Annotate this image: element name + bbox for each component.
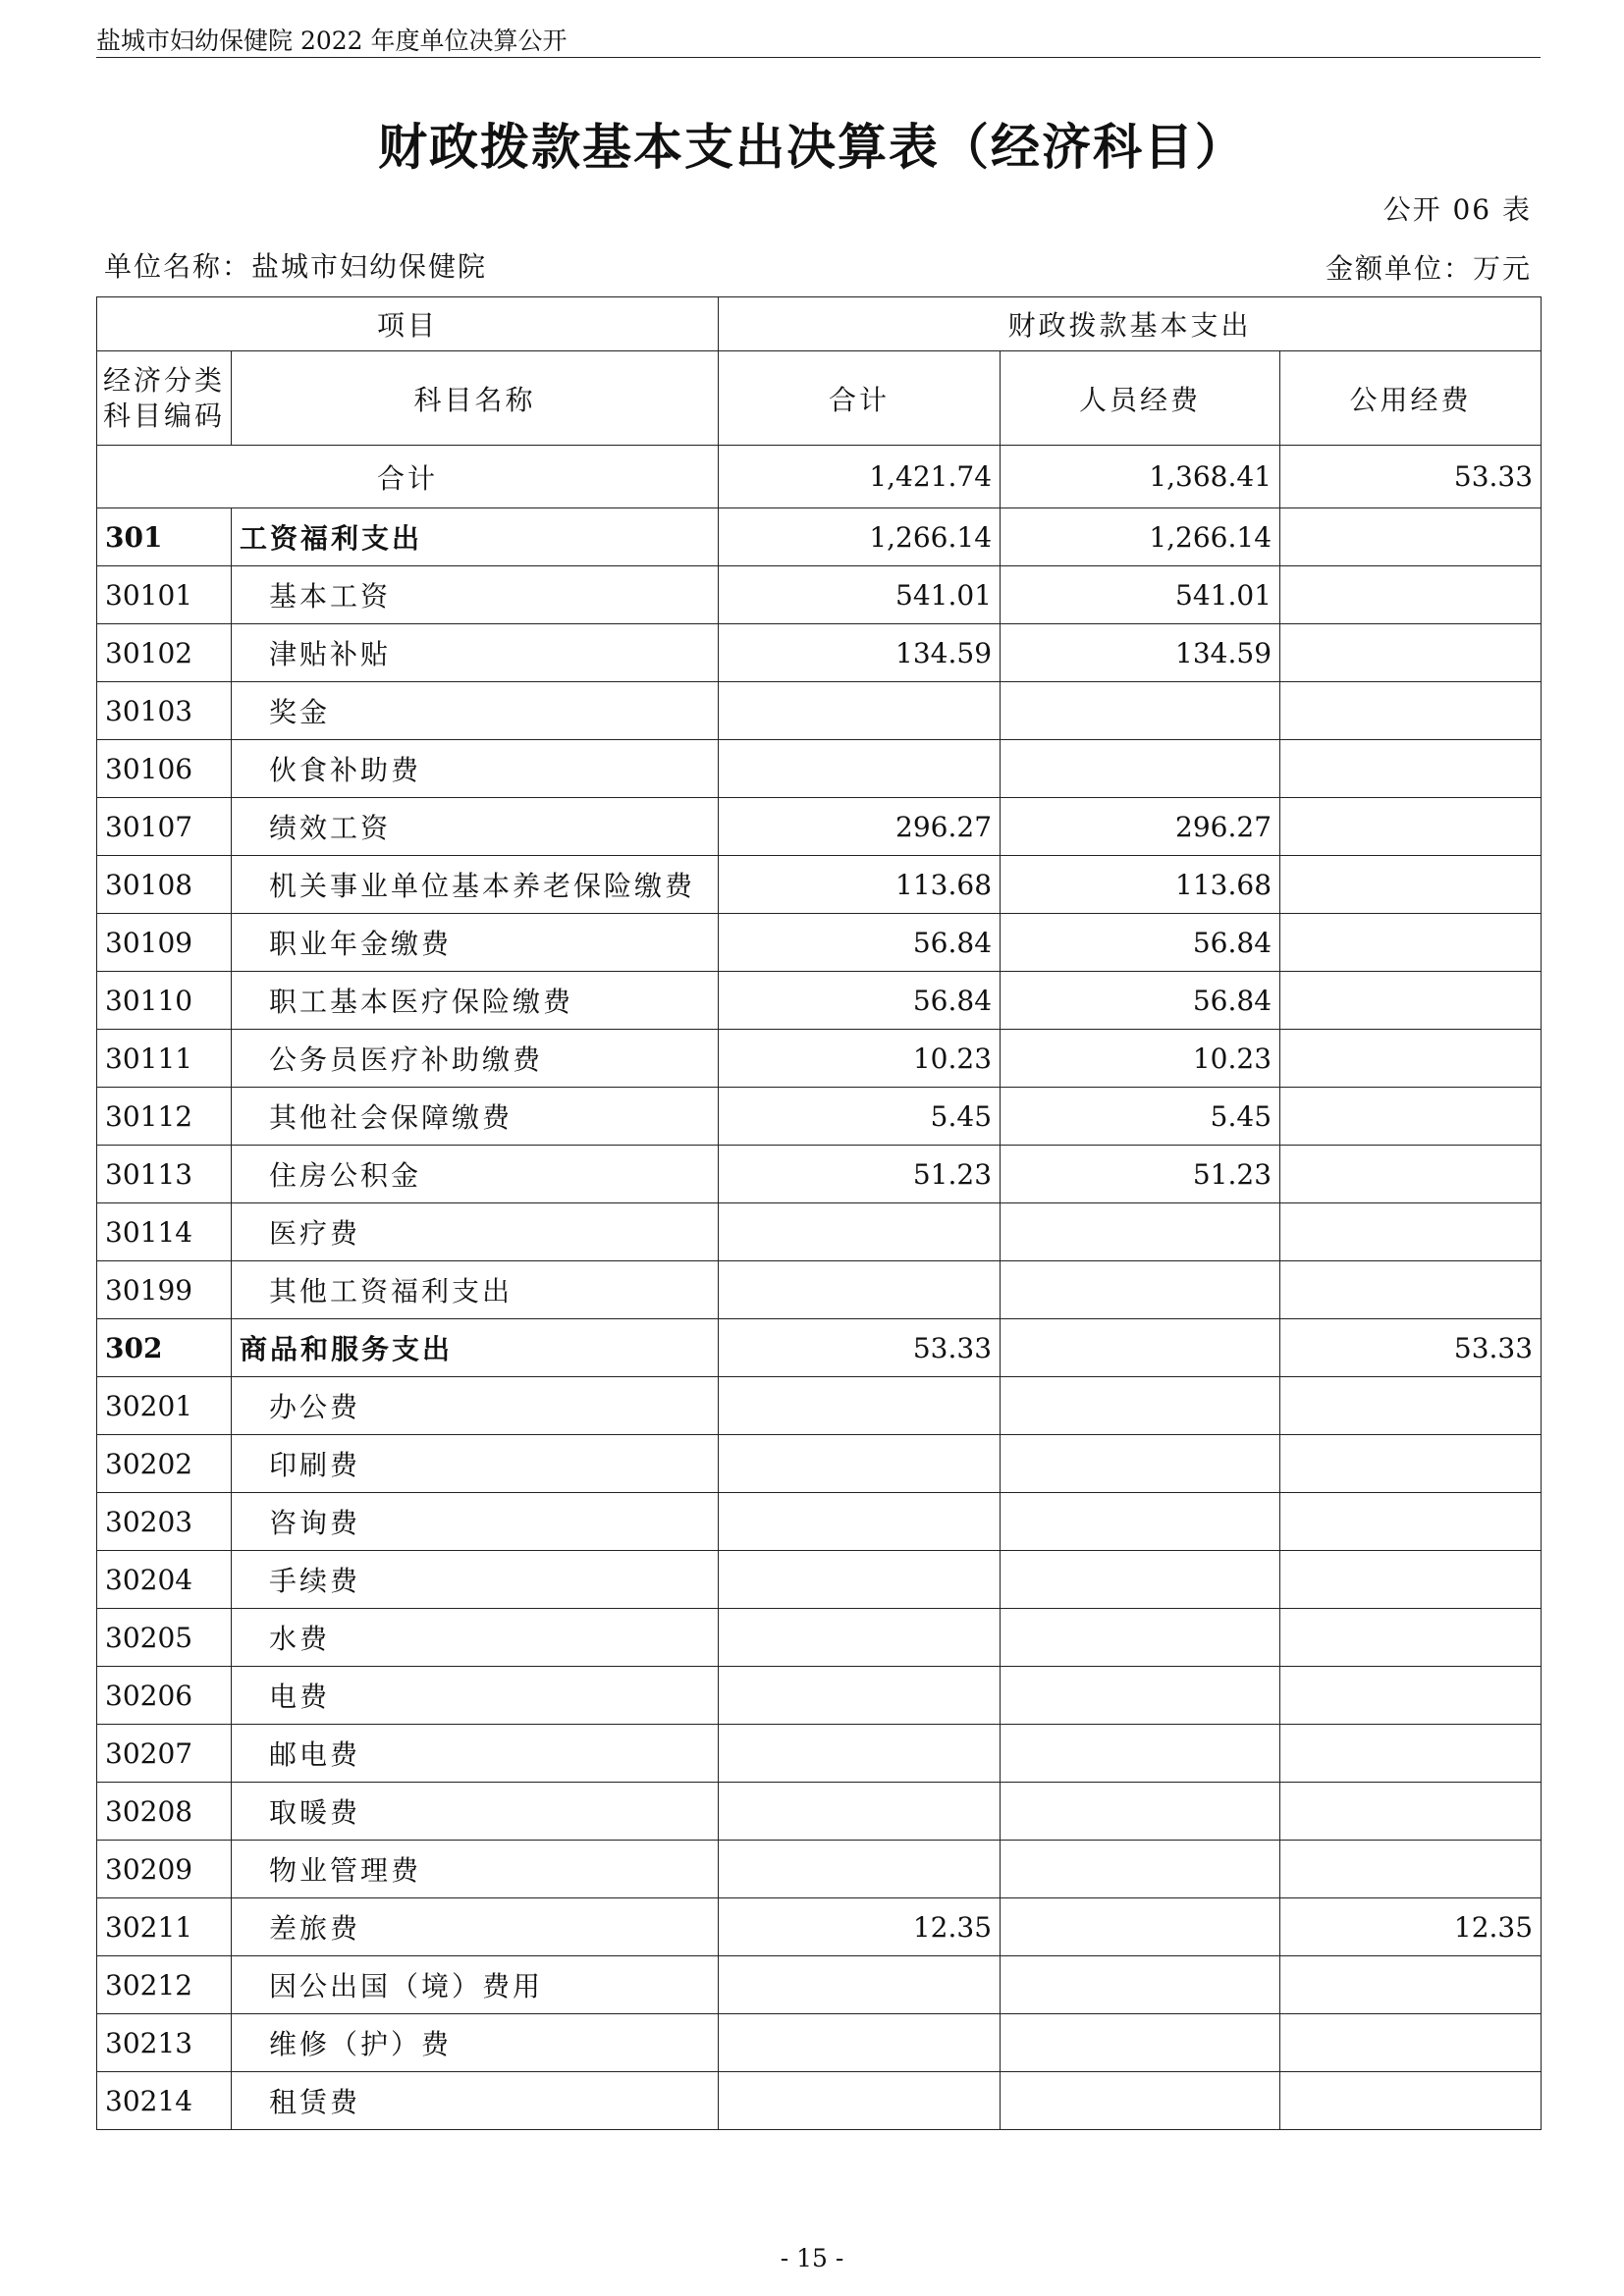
- cell-name: 工资福利支出: [232, 508, 719, 566]
- cell-total: [719, 2072, 1001, 2130]
- cell-code: 30107: [97, 798, 232, 856]
- total-label: 合计: [97, 446, 719, 508]
- cell-total: [719, 2014, 1001, 2072]
- cell-total: [719, 1783, 1001, 1841]
- table-row: [97, 1725, 1542, 1783]
- cell-name: 物业管理费: [232, 1841, 719, 1898]
- cell-personnel: [1001, 1377, 1280, 1435]
- cell-total: [719, 1956, 1001, 2014]
- cell-total: [719, 1377, 1001, 1435]
- cell-code: 30214: [97, 2072, 232, 2130]
- cell-personnel: [1001, 1261, 1280, 1319]
- cell-public: [1280, 2014, 1542, 2072]
- cell-public: [1280, 1435, 1542, 1493]
- cell-personnel: [1001, 1493, 1280, 1551]
- cell-name: 绩效工资: [232, 798, 719, 856]
- cell-name: 机关事业单位基本养老保险缴费: [232, 856, 719, 914]
- cell-public: [1280, 1551, 1542, 1609]
- table-row: [97, 1030, 1542, 1088]
- cell-name: 电费: [232, 1667, 719, 1725]
- cell-public: [1280, 1261, 1542, 1319]
- header-code-line1: 经济分类: [102, 363, 225, 397]
- cell-name: 维修（护）费: [232, 2014, 719, 2072]
- table-row: [97, 1435, 1542, 1493]
- cell-total: [719, 1725, 1001, 1783]
- cell-name: 商品和服务支出: [232, 1319, 719, 1377]
- table-row: [97, 798, 1542, 856]
- cell-total: [719, 1667, 1001, 1725]
- cell-total: [719, 1841, 1001, 1898]
- cell-name: 医疗费: [232, 1203, 719, 1261]
- cell-name: 咨询费: [232, 1493, 719, 1551]
- running-header: 盐城市妇幼保健院 2022 年度单位决算公开: [96, 27, 568, 55]
- cell-personnel: 56.84: [1001, 914, 1280, 972]
- table-row: [97, 1667, 1542, 1725]
- header-code: [97, 351, 232, 446]
- cell-code: 30106: [97, 740, 232, 798]
- cell-personnel: 113.68: [1001, 856, 1280, 914]
- total-public: 53.33: [1280, 446, 1542, 508]
- cell-personnel: 51.23: [1001, 1146, 1280, 1203]
- table-row: [97, 624, 1542, 682]
- total-personnel: 1,368.41: [1001, 446, 1280, 508]
- cell-total: 51.23: [719, 1146, 1001, 1203]
- cell-public: [1280, 1725, 1542, 1783]
- table-row: [97, 1783, 1542, 1841]
- table-row: [97, 1551, 1542, 1609]
- cell-personnel: 10.23: [1001, 1030, 1280, 1088]
- cell-code: 30113: [97, 1146, 232, 1203]
- table-row: [97, 1377, 1542, 1435]
- cell-public: [1280, 624, 1542, 682]
- document-title: 财政拨款基本支出决算表（经济科目）: [378, 119, 1246, 176]
- page-number: - 15 -: [780, 2244, 844, 2272]
- cell-code: 30199: [97, 1261, 232, 1319]
- table-row: [97, 2014, 1542, 2072]
- cell-total: 296.27: [719, 798, 1001, 856]
- cell-code: 302: [97, 1319, 232, 1377]
- cell-public: [1280, 972, 1542, 1030]
- cell-total: 56.84: [719, 914, 1001, 972]
- cell-code: 30211: [97, 1898, 232, 1956]
- cell-personnel: [1001, 682, 1280, 740]
- cell-total: [719, 1203, 1001, 1261]
- cell-personnel: [1001, 1956, 1280, 2014]
- cell-name: 住房公积金: [232, 1146, 719, 1203]
- cell-code: 30112: [97, 1088, 232, 1146]
- cell-public: [1280, 1203, 1542, 1261]
- table-row: [97, 972, 1542, 1030]
- cell-total: 5.45: [719, 1088, 1001, 1146]
- cell-total: [719, 740, 1001, 798]
- cell-name: 公务员医疗补助缴费: [232, 1030, 719, 1088]
- cell-public: [1280, 1841, 1542, 1898]
- cell-public: [1280, 682, 1542, 740]
- header-group: 财政拨款基本支出: [719, 297, 1542, 351]
- cell-personnel: 1,266.14: [1001, 508, 1280, 566]
- cell-personnel: [1001, 1203, 1280, 1261]
- cell-name: 租赁费: [232, 2072, 719, 2130]
- cell-personnel: [1001, 1783, 1280, 1841]
- cell-name: 手续费: [232, 1551, 719, 1609]
- cell-name: 基本工资: [232, 566, 719, 624]
- cell-name: 取暖费: [232, 1783, 719, 1841]
- cell-code: 30114: [97, 1203, 232, 1261]
- cell-public: [1280, 566, 1542, 624]
- cell-personnel: [1001, 1551, 1280, 1609]
- cell-total: 134.59: [719, 624, 1001, 682]
- cell-name: 办公费: [232, 1377, 719, 1435]
- cell-public: [1280, 1088, 1542, 1146]
- cell-personnel: [1001, 1725, 1280, 1783]
- cell-total: 12.35: [719, 1898, 1001, 1956]
- cell-personnel: 296.27: [1001, 798, 1280, 856]
- table-row: [97, 508, 1542, 566]
- cell-total: 1,266.14: [719, 508, 1001, 566]
- cell-code: 30109: [97, 914, 232, 972]
- cell-code: 30207: [97, 1725, 232, 1783]
- table-row: [97, 1319, 1542, 1377]
- cell-total: [719, 1435, 1001, 1493]
- cell-public: [1280, 1609, 1542, 1667]
- unit-name: 单位名称：盐城市妇幼保健院: [104, 250, 488, 283]
- header-code-line2: 科目编码: [102, 399, 225, 432]
- cell-total: [719, 1551, 1001, 1609]
- header-item: 项目: [97, 297, 719, 351]
- cell-name: 伙食补助费: [232, 740, 719, 798]
- header-total: 合计: [719, 351, 1001, 446]
- table-row: [97, 740, 1542, 798]
- cell-total: [719, 1261, 1001, 1319]
- cell-personnel: [1001, 1898, 1280, 1956]
- cell-personnel: [1001, 740, 1280, 798]
- cell-public: [1280, 1783, 1542, 1841]
- table-row: [97, 856, 1542, 914]
- amount-unit: 金额单位：万元: [1325, 252, 1532, 285]
- cell-total: 56.84: [719, 972, 1001, 1030]
- cell-name: 水费: [232, 1609, 719, 1667]
- header-row-2: [97, 351, 1542, 446]
- cell-public: 53.33: [1280, 1319, 1542, 1377]
- header-name: 科目名称: [232, 351, 719, 446]
- cell-public: [1280, 1030, 1542, 1088]
- table-row: [97, 1898, 1542, 1956]
- cell-personnel: 541.01: [1001, 566, 1280, 624]
- cell-personnel: [1001, 1667, 1280, 1725]
- cell-name: 因公出国（境）费用: [232, 1956, 719, 2014]
- cell-public: [1280, 1493, 1542, 1551]
- cell-public: [1280, 1956, 1542, 2014]
- total-total: 1,421.74: [719, 446, 1001, 508]
- cell-code: 30203: [97, 1493, 232, 1551]
- cell-code: 30206: [97, 1667, 232, 1725]
- cell-public: [1280, 2072, 1542, 2130]
- expenditure-table: [96, 296, 1542, 2130]
- table-row: [97, 1841, 1542, 1898]
- table-row: [97, 1956, 1542, 2014]
- cell-personnel: [1001, 2072, 1280, 2130]
- cell-name: 差旅费: [232, 1898, 719, 1956]
- table-row: [97, 1146, 1542, 1203]
- cell-code: 30208: [97, 1783, 232, 1841]
- header-rule: [96, 57, 1541, 58]
- table-row: [97, 1203, 1542, 1261]
- cell-public: [1280, 856, 1542, 914]
- cell-code: 30204: [97, 1551, 232, 1609]
- cell-code: 30209: [97, 1841, 232, 1898]
- cell-public: [1280, 1667, 1542, 1725]
- cell-public: [1280, 1146, 1542, 1203]
- cell-name: 职业年金缴费: [232, 914, 719, 972]
- table-row: [97, 1088, 1542, 1146]
- cell-public: [1280, 1377, 1542, 1435]
- cell-total: 541.01: [719, 566, 1001, 624]
- cell-code: 30103: [97, 682, 232, 740]
- table-row: [97, 1261, 1542, 1319]
- cell-total: [719, 1493, 1001, 1551]
- cell-total: [719, 1609, 1001, 1667]
- table-row: [97, 1493, 1542, 1551]
- cell-code: 30212: [97, 1956, 232, 2014]
- cell-name: 职工基本医疗保险缴费: [232, 972, 719, 1030]
- cell-name: 邮电费: [232, 1725, 719, 1783]
- total-row: [97, 446, 1542, 508]
- cell-name: 其他社会保障缴费: [232, 1088, 719, 1146]
- cell-code: 30110: [97, 972, 232, 1030]
- cell-name: 津贴补贴: [232, 624, 719, 682]
- cell-public: [1280, 508, 1542, 566]
- cell-personnel: 5.45: [1001, 1088, 1280, 1146]
- cell-code: 30111: [97, 1030, 232, 1088]
- cell-code: 30108: [97, 856, 232, 914]
- table-row: [97, 682, 1542, 740]
- cell-public: [1280, 740, 1542, 798]
- header-personnel: 人员经费: [1001, 351, 1280, 446]
- cell-code: 30102: [97, 624, 232, 682]
- header-public: 公用经费: [1280, 351, 1542, 446]
- cell-name: 印刷费: [232, 1435, 719, 1493]
- cell-code: 30213: [97, 2014, 232, 2072]
- header-row-1: [97, 297, 1542, 351]
- cell-personnel: [1001, 1435, 1280, 1493]
- cell-personnel: [1001, 1319, 1280, 1377]
- table-row: [97, 914, 1542, 972]
- cell-personnel: [1001, 1841, 1280, 1898]
- table-row: [97, 1609, 1542, 1667]
- cell-personnel: 56.84: [1001, 972, 1280, 1030]
- cell-total: 53.33: [719, 1319, 1001, 1377]
- cell-code: 30101: [97, 566, 232, 624]
- cell-code: 301: [97, 508, 232, 566]
- cell-code: 30205: [97, 1609, 232, 1667]
- cell-total: 10.23: [719, 1030, 1001, 1088]
- cell-public: 12.35: [1280, 1898, 1542, 1956]
- table-row: [97, 2072, 1542, 2130]
- cell-public: [1280, 914, 1542, 972]
- table-row: [97, 566, 1542, 624]
- cell-public: [1280, 798, 1542, 856]
- cell-name: 其他工资福利支出: [232, 1261, 719, 1319]
- cell-total: [719, 682, 1001, 740]
- table-number: 公开 06 表: [1382, 193, 1532, 226]
- cell-personnel: [1001, 2014, 1280, 2072]
- cell-personnel: [1001, 1609, 1280, 1667]
- cell-total: 113.68: [719, 856, 1001, 914]
- cell-code: 30201: [97, 1377, 232, 1435]
- cell-code: 30202: [97, 1435, 232, 1493]
- cell-name: 奖金: [232, 682, 719, 740]
- cell-personnel: 134.59: [1001, 624, 1280, 682]
